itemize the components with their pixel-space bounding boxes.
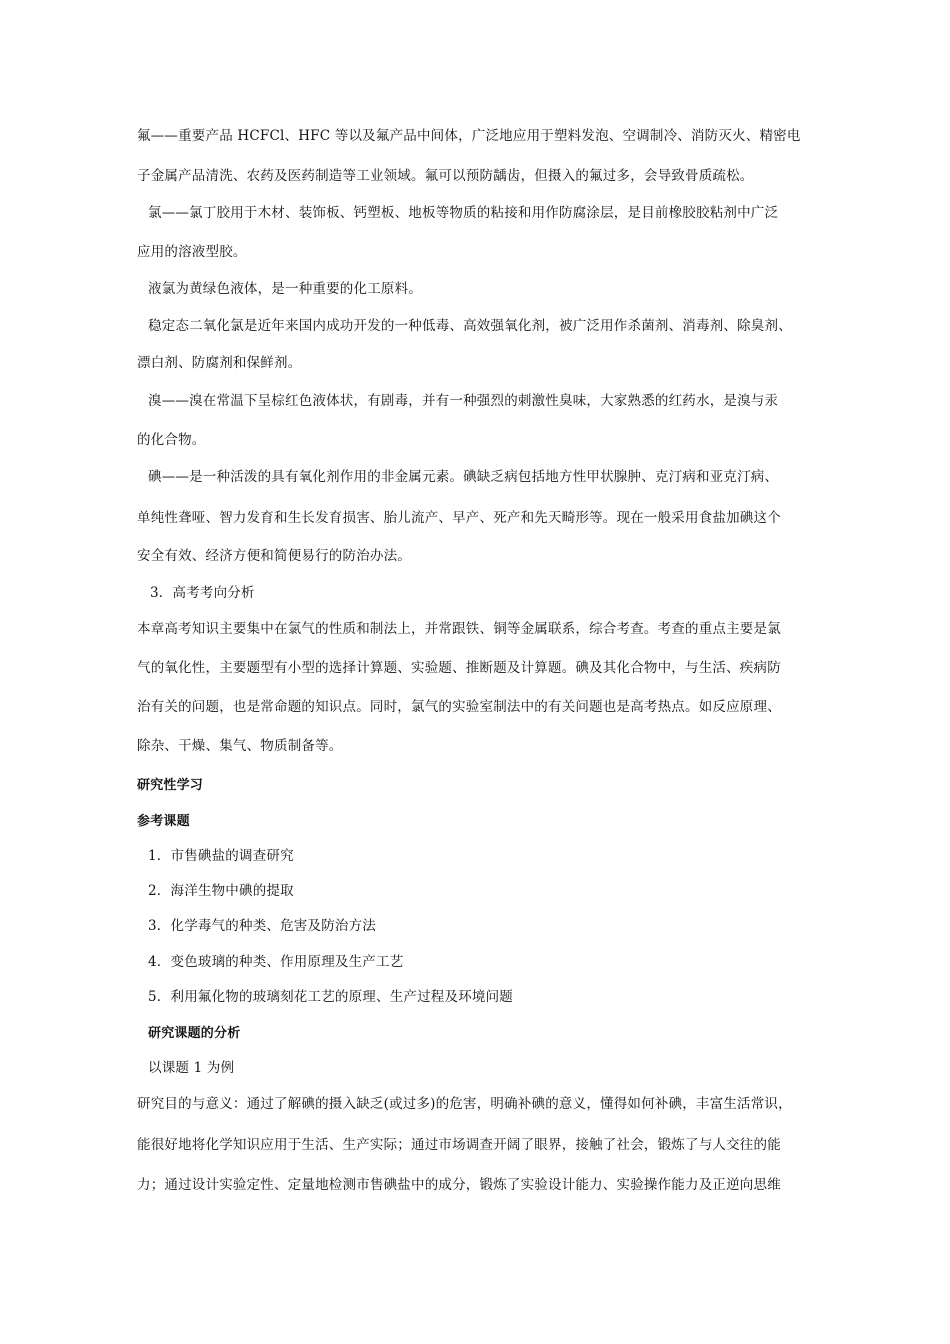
text-line: 气的氧化性，主要题型有小型的选择计算题、实验题、推断题及计算题。碘及其化合物中，与生活、疾病防 [137,660,781,676]
text-line: 液氯为黄绿色液体，是一种重要的化工原料。 [148,281,422,297]
text-line: 本章高考知识主要集中在氯气的性质和制法上，并常跟铁、铜等金属联系，综合考查。考查的重点主要是氯 [137,621,781,637]
text-line: 以课题 1 为例 [148,1060,235,1076]
text-line: 稳定态二氧化氯是近年来国内成功开发的一种低毒、高效强氧化剂，被广泛用作杀菌剂、消毒剂、除臭剂、 [148,318,792,334]
text-line: 碘——是一种活泼的具有氧化剂作用的非金属元素。碘缺乏病包括地方性甲状腺肿、克汀病和亚克汀病、 [148,469,779,485]
text-line: 单纯性聋哑、智力发育和生长发育损害、胎儿流产、早产、死产和先天畸形等。现在一般采用食盐加碘这个 [137,510,781,526]
text-line: 氯——氯丁胶用于木材、装饰板、钙塑板、地板等物质的粘接和用作防腐涂层，是目前橡胶胶粘剂中广泛 [148,205,779,221]
text-line: 溴——溴在常温下呈棕红色液体状，有剧毒，并有一种强烈的刺激性臭味，大家熟悉的红药水，是溴与汞 [148,393,779,409]
list-item: 3．化学毒气的种类、危害及防治方法 [148,918,376,934]
heading-research: 研究性学习 [137,778,204,793]
text-line: 能很好地将化学知识应用于生活、生产实际；通过市场调查开阔了眼界，接触了社会，锻炼了与人交往的能 [137,1137,781,1153]
text-line: 安全有效、经济方便和简便易行的防治办法。 [137,548,411,564]
text-line: 研究目的与意义：通过了解碘的摄入缺乏(或过多)的危害，明确补碘的意义，懂得如何补碘，丰富生活常识， [137,1096,792,1112]
list-item: 1．市售碘盐的调查研究 [148,848,294,864]
heading-analysis: 研究课题的分析 [148,1026,241,1041]
text-line: 应用的溶液型胶。 [137,244,247,260]
text-line: 氟——重要产品 HCFCl、HFC 等以及氟产品中间体，广泛地应用于塑料发泡、空调制冷、消防灭火、精密电 [137,128,801,144]
list-item: 5．利用氟化物的玻璃刻花工艺的原理、生产过程及环境问题 [148,989,513,1005]
text-line: 除杂、干燥、集气、物质制备等。 [137,738,343,754]
heading-topics: 参考课题 [137,814,190,829]
text-line: 治有关的问题，也是常命题的知识点。同时，氯气的实验室制法中的有关问题也是高考热点。如反应原理、 [137,699,781,715]
section-heading: 3．高考考向分析 [150,585,255,601]
text-line: 漂白剂、防腐剂和保鲜剂。 [137,355,302,371]
text-line: 力；通过设计实验定性、定量地检测市售碘盐中的成分，锻炼了实验设计能力、实验操作能力及正逆向思维 [137,1177,781,1193]
list-item: 2．海洋生物中碘的提取 [148,883,294,899]
text-line: 的化合物。 [137,432,206,448]
text-line: 子金属产品清洗、农药及医药制造等工业领域。氟可以预防龋齿，但摄入的氟过多，会导致骨质疏松。 [137,168,754,184]
list-item: 4．变色玻璃的种类、作用原理及生产工艺 [148,954,404,970]
